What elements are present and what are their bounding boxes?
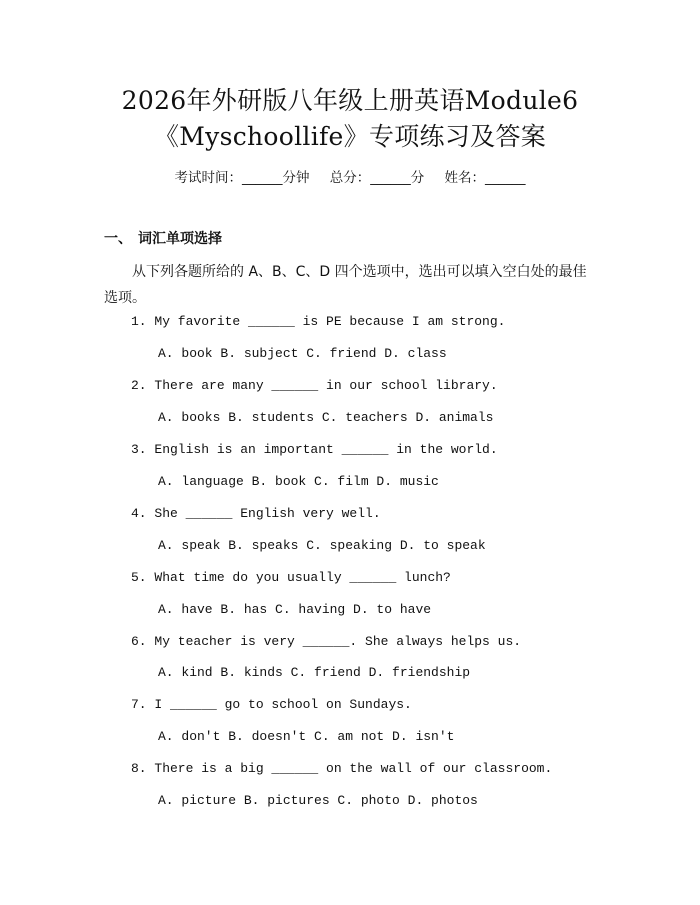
document-title-line2: 《Myschoollife》专项练习及答案 xyxy=(153,122,547,151)
question-4-options: A. speak B. speaks C. speaking D. to speak xyxy=(158,538,486,553)
question-7-options: A. don't B. doesn't C. am not D. isn't xyxy=(158,729,455,744)
question-5-options: A. have B. has C. having D. to have xyxy=(158,602,432,617)
question-1: 1. My favorite ______ is PE because I am strong. xyxy=(131,314,506,329)
question-8-options: A. picture B. pictures C. photo D. photos xyxy=(158,793,478,808)
question-1-options: A. book B. subject C. friend D. class xyxy=(158,346,447,361)
question-6: 6. My teacher is very ______. She always helps us. xyxy=(131,634,522,649)
question-5: 5. What time do you usually ______ lunch? xyxy=(131,570,451,585)
total-score-field: 总分：______分 xyxy=(329,170,425,186)
question-8: 8. There is a big ______ on the wall of our classroom. xyxy=(131,761,553,776)
section-heading xyxy=(104,229,222,249)
exam-meta xyxy=(0,168,700,188)
question-3-options: A. language B. book C. film D. music xyxy=(158,474,439,489)
question-3: 3. English is an important ______ in the world. xyxy=(131,442,498,457)
question-4: 4. She ______ English very well. xyxy=(131,506,381,521)
question-2-options: A. books B. students C. teachers D. animals xyxy=(158,410,494,425)
question-7: 7. I ______ go to school on Sundays. xyxy=(131,697,412,712)
section-number: 一、 xyxy=(104,231,132,247)
section-instruction: 从下列各题所给的 A、B、C、D 四个选项中，选出可以填入空白处的最佳选项。 xyxy=(104,264,587,306)
exam-time-field: 考试时间：______分钟 xyxy=(174,170,310,186)
question-6-options: A. kind B. kinds C. friend D. friendship xyxy=(158,665,471,680)
question-2: 2. There are many ______ in our school library. xyxy=(131,378,498,393)
name-field: 姓名：______ xyxy=(444,170,526,186)
document-title-line1: 2026年外研版八年级上册英语Module6 xyxy=(121,86,579,115)
section-title: 词汇单项选择 xyxy=(138,231,222,247)
